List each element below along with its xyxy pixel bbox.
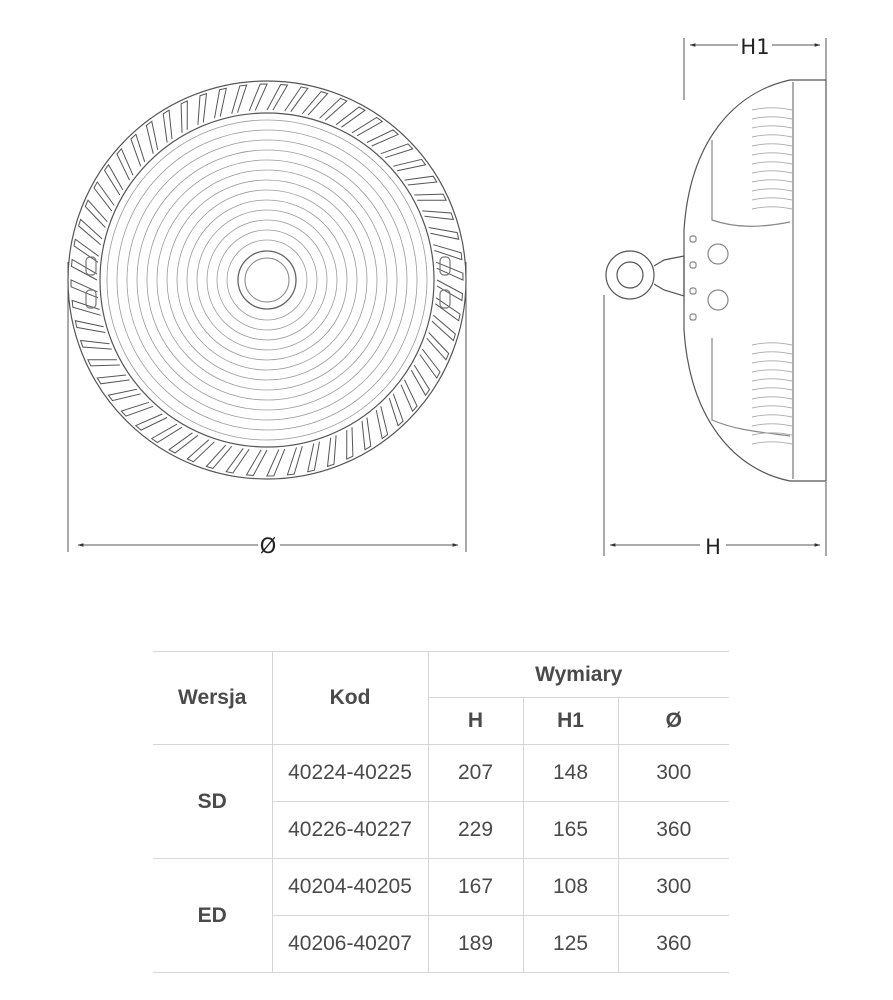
dimensions-table — [153, 651, 729, 973]
fin — [232, 85, 247, 114]
fin — [206, 445, 231, 469]
h1-cell: 165 — [523, 802, 618, 859]
fin — [393, 159, 425, 170]
fin — [72, 260, 98, 281]
diameter-cell: 300 — [618, 745, 729, 802]
fin — [117, 149, 133, 180]
side-fin — [752, 379, 792, 381]
header-version: Wersja — [153, 652, 272, 745]
side-fin — [752, 415, 792, 417]
h-label: H — [705, 535, 721, 559]
h1-label: H1 — [740, 35, 770, 59]
side-fin — [752, 397, 792, 399]
fin — [267, 85, 288, 111]
fin — [152, 424, 182, 442]
front-view — [68, 81, 466, 479]
lens-ring — [117, 130, 417, 430]
fin — [187, 440, 214, 462]
header-code: Kod — [272, 652, 428, 745]
lens-ring — [137, 150, 397, 410]
lens-ring — [187, 200, 347, 360]
code-cell: 40204-40205 — [272, 859, 428, 916]
code-cell: 40226-40227 — [272, 802, 428, 859]
fin — [401, 380, 417, 411]
fin — [146, 121, 157, 153]
side-fin — [752, 343, 792, 345]
fin — [131, 134, 145, 166]
fin — [285, 87, 308, 112]
side-fin — [752, 189, 792, 191]
fin — [198, 94, 207, 125]
fin — [362, 418, 371, 450]
fin — [287, 446, 302, 475]
code-cell: 40206-40207 — [272, 916, 428, 973]
fin — [328, 435, 337, 466]
side-fins — [752, 108, 792, 444]
side-fin — [752, 108, 792, 110]
h1-cell: 125 — [523, 916, 618, 973]
side-fin — [752, 153, 792, 155]
lens-ring — [157, 170, 377, 390]
table-row — [153, 859, 729, 916]
fin — [336, 107, 365, 127]
side-fin — [752, 198, 792, 200]
lens-ring — [217, 230, 317, 330]
lens-ring — [197, 210, 337, 350]
diameter-cell: 300 — [618, 859, 729, 916]
fin — [75, 321, 105, 333]
side-fin — [752, 117, 792, 119]
side-fin — [752, 352, 792, 354]
side-fin — [752, 162, 792, 164]
fin — [81, 341, 112, 350]
fin — [121, 402, 153, 416]
h-cell: 189 — [428, 916, 523, 973]
fin — [427, 333, 449, 360]
fin — [320, 98, 347, 120]
side-fin — [752, 388, 792, 390]
fin — [422, 211, 453, 220]
lens-ring — [147, 160, 387, 400]
fin — [226, 448, 249, 473]
fin — [432, 315, 456, 340]
fin — [389, 394, 403, 426]
fin — [247, 450, 268, 476]
fin — [136, 414, 167, 430]
side-fin — [752, 126, 792, 128]
fin — [302, 92, 327, 116]
side-fin — [752, 135, 792, 137]
fin — [181, 101, 187, 133]
h1-cell: 148 — [523, 745, 618, 802]
heatsink-fins — [71, 84, 463, 476]
h-cell: 207 — [428, 745, 523, 802]
h1-cell: 108 — [523, 859, 618, 916]
h-cell: 229 — [428, 802, 523, 859]
fin — [94, 182, 114, 211]
lens-ring — [127, 140, 407, 420]
diameter-cell: 360 — [618, 916, 729, 973]
header-diameter: Ø — [618, 698, 729, 745]
side-fin — [752, 180, 792, 182]
lens-rings — [107, 120, 427, 440]
lens-ring — [207, 220, 327, 340]
fin — [105, 165, 123, 195]
fin — [411, 365, 429, 395]
fin — [169, 433, 198, 453]
eyebolt-ring — [606, 251, 654, 299]
center-hub — [238, 251, 296, 309]
diameter-dimension — [68, 262, 466, 552]
fin — [435, 298, 460, 321]
side-fin — [752, 144, 792, 146]
fin — [420, 349, 440, 378]
fin — [79, 219, 103, 244]
fin — [97, 375, 129, 384]
code-cell: 40224-40225 — [272, 745, 428, 802]
fin — [71, 280, 98, 298]
fin — [367, 130, 398, 146]
side-fin — [752, 171, 792, 173]
side-view — [606, 80, 826, 481]
fin — [108, 389, 140, 400]
header-h1: H1 — [523, 698, 618, 745]
version-cell: ED — [153, 859, 272, 973]
lens-ring — [107, 120, 427, 440]
header-h: H — [428, 698, 523, 745]
fin — [347, 427, 353, 459]
side-fin — [752, 406, 792, 408]
fin — [85, 200, 107, 227]
fin — [215, 88, 227, 118]
fin — [267, 449, 285, 476]
side-fin — [752, 361, 792, 363]
lens-ring — [227, 240, 307, 320]
fin — [249, 84, 267, 111]
fin — [381, 144, 413, 158]
fin — [405, 176, 437, 185]
fin — [429, 228, 459, 240]
fin — [88, 360, 120, 366]
table-row — [153, 745, 729, 802]
fin — [376, 406, 387, 438]
header-dimensions: Wymiary — [428, 652, 729, 698]
side-fin — [752, 370, 792, 372]
lens-ring — [177, 190, 357, 370]
diameter-label: Ø — [259, 534, 277, 558]
diameter-cell: 360 — [618, 802, 729, 859]
h-cell: 167 — [428, 859, 523, 916]
side-fin — [752, 207, 792, 209]
fin — [414, 194, 446, 200]
side-fin — [752, 424, 792, 426]
side-fin — [752, 442, 792, 444]
fin — [308, 442, 320, 472]
fin — [163, 110, 172, 142]
version-cell: SD — [153, 745, 272, 859]
fin — [352, 118, 382, 136]
